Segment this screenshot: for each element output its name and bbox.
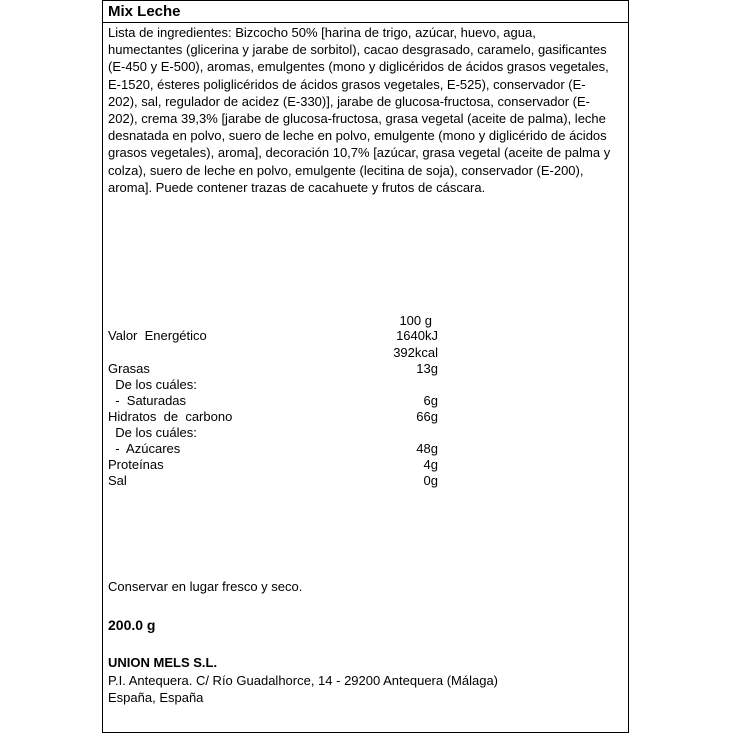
- fat-value: 13g: [416, 361, 438, 376]
- manufacturer-name: UNION MELS S.L.: [108, 655, 218, 670]
- storage-instructions: Conservar en lugar fresco y seco.: [108, 579, 303, 594]
- nutrition-row-energy: [108, 328, 438, 344]
- energy-label: Valor Energético: [108, 328, 207, 343]
- sugars-label: - Azúcares: [108, 441, 181, 456]
- fat-of-which-label: De los cuáles:: [108, 377, 197, 392]
- manufacturer-address: P.I. Antequera. C/ Río Guadalhorce, 14 - 29200 Antequera (Málaga): [108, 673, 499, 688]
- saturated-value: 6g: [423, 393, 438, 408]
- ingredients-list: Lista de ingredientes: Bizcocho 50% [harina de trigo, azúcar, huevo, agua, humectantes (glicerina y jarabe de sorbitol), cacao desgrasado, caramelo, gasificantes (E-450 y E-500), aromas, emulgentes (mono y diglicéridos de ácidos grasos vegetales, E-1520, ésteres poliglicéridos de ácidos grasos vegetales, E-525), conservador (E-202), sal, regulador de acidez (E-330)], jarabe de glucosa-fructosa, conservador (E-202), crema 39,3% [jarabe de glucosa-fructosa, grasa vegetal (aceite de palma), leche desnatada en polvo, suero de leche en polvo, emulgente (mono y diglicérido de ácidos grasos vegetales), aroma], decoración 10,7% [azúcar, grasa vegetal (aceite de palma y colza), suero de leche en polvo, emulgente (lecitina de soja), conservador (E-200), aroma]. Puede contener trazas de cacahuete y frutos de cáscara.: [108, 25, 611, 195]
- sugars-value: 48g: [416, 441, 438, 456]
- nutrition-row-energy-kcal: [108, 345, 438, 361]
- nutrition-column-header: 100 g: [399, 313, 432, 328]
- fat-label: Grasas: [108, 361, 150, 376]
- title-divider: [103, 22, 628, 23]
- nutrition-row-fat: [108, 361, 438, 377]
- nutrition-row-saturated: [108, 393, 438, 409]
- product-title: Mix Leche: [108, 3, 181, 20]
- manufacturer-country: España, España: [108, 690, 204, 705]
- nutrition-row-sugars: [108, 441, 438, 457]
- nutrition-row-carbs-of-which: [108, 425, 438, 441]
- energy-kj-value: 1640kJ: [396, 328, 438, 343]
- carbs-value: 66g: [416, 409, 438, 424]
- nutrition-row-fat-of-which: [108, 377, 438, 393]
- saturated-label: - Saturadas: [108, 393, 187, 408]
- nutrition-row-protein: [108, 457, 438, 473]
- protein-label: Proteínas: [108, 457, 164, 472]
- salt-label: Sal: [108, 473, 127, 488]
- salt-value: 0g: [423, 473, 438, 488]
- nutrition-header-row: [108, 313, 438, 329]
- net-weight: 200.0 g: [108, 617, 156, 633]
- energy-kcal-value: 392kcal: [393, 345, 438, 360]
- nutrition-row-salt: [108, 473, 438, 489]
- nutrition-row-carbs: [108, 409, 438, 425]
- protein-value: 4g: [423, 457, 438, 472]
- carbs-of-which-label: De los cuáles:: [108, 425, 197, 440]
- carbs-label: Hidratos de carbono: [108, 409, 233, 424]
